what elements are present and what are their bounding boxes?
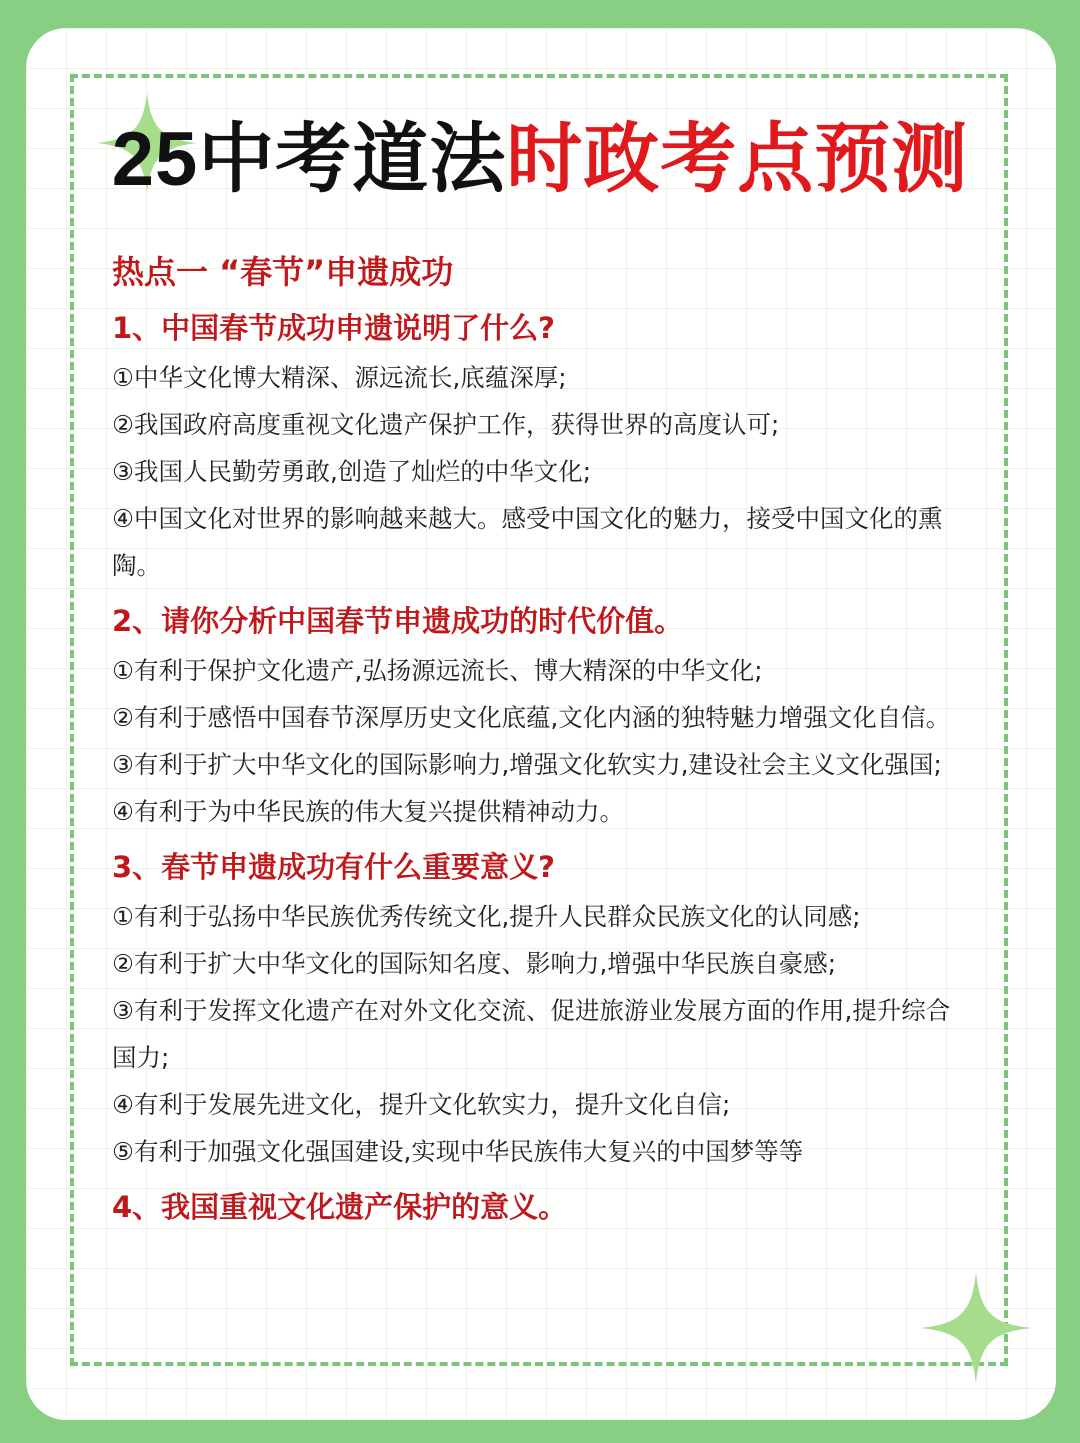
question-2: 2、请你分析中国春节申遗成功的时代价值。 — [112, 604, 684, 638]
answer-item: ⑤有利于加强文化强国建设,实现中华民族伟大复兴的中国梦等等 — [112, 1137, 804, 1166]
main-content — [112, 250, 972, 1233]
answer-item: ④有利于为中华民族的伟大复兴提供精神动力。 — [112, 797, 624, 826]
title-black-part: 25中考道法 — [111, 117, 507, 202]
answer-item: ①有利于弘扬中华民族优秀传统文化,提升人民群众民族文化的认同感; — [112, 902, 861, 931]
answer-item: ③有利于发挥文化遗产在对外文化交流、促进旅游业发展方面的作用,提升综合国力; — [112, 996, 951, 1072]
answer-item: ①中华文化博大精深、源远流长,底蕴深厚; — [112, 363, 567, 392]
answer-item: ①有利于保护文化遗产,弘扬源远流长、博大精深的中华文化; — [112, 656, 763, 685]
question-1: 1、中国春节成功申遗说明了什么? — [112, 311, 556, 345]
answer-item: ④中国文化对世界的影响越来越大。感受中国文化的魅力，接受中国文化的熏陶。 — [112, 504, 943, 580]
hot-topic-heading: 热点一 “春节”申遗成功 — [112, 253, 454, 291]
answer-item: ③我国人民勤劳勇敢,创造了灿烂的中华文化; — [112, 457, 592, 486]
answer-item: ②我国政府高度重视文化遗产保护工作，获得世界的高度认可; — [112, 410, 780, 439]
answer-item: ④有利于发展先进文化，提升文化软实力，提升文化自信; — [112, 1090, 731, 1119]
question-3: 3、春节申遗成功有什么重要意义? — [112, 850, 556, 884]
question-4: 4、我国重视文化遗产保护的意义。 — [112, 1190, 568, 1224]
title-red-part: 时政考点预测 — [506, 117, 969, 202]
answer-item: ②有利于扩大中华文化的国际知名度、影响力,增强中华民族自豪感; — [112, 949, 837, 978]
answer-item: ③有利于扩大中华文化的国际影响力,增强文化软实力,建设社会主义文化强国; — [112, 750, 942, 779]
answer-item: ②有利于感悟中国春节深厚历史文化底蕴,文化内涵的独特魅力增强文化自信。 — [112, 703, 951, 732]
page-title — [0, 110, 1080, 210]
sparkle-icon — [916, 1268, 1036, 1388]
